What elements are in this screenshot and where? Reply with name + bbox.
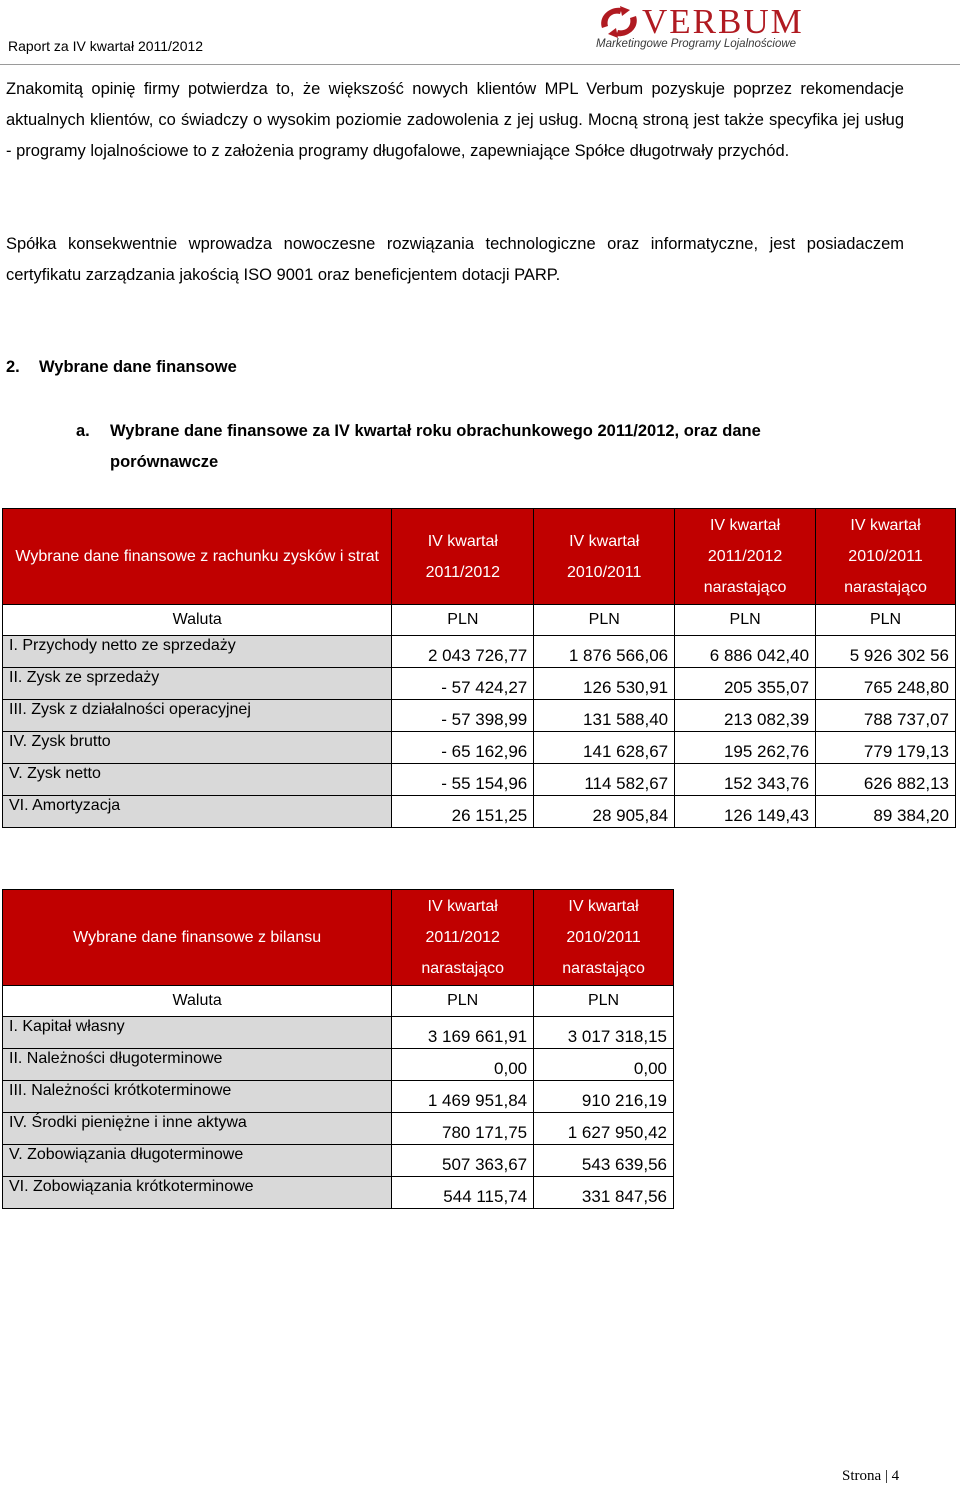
subsection-title: Wybrane dane finansowe za IV kwartał roku obrachunkowego 2011/2012, oraz dane porównawcze — [110, 422, 761, 471]
column-header: IV kwartał 2010/2011 — [534, 509, 675, 605]
table-row — [3, 764, 956, 796]
value-cell: 0,00 — [392, 1049, 534, 1081]
column-header: IV kwartał 2010/2011 narastająco — [534, 890, 674, 986]
table-row — [3, 700, 956, 732]
row-label: V. Zysk netto — [3, 764, 392, 796]
table-row — [3, 1081, 674, 1113]
value-cell: 2 043 726,77 — [392, 636, 534, 668]
row-label: II. Zysk ze sprzedaży — [3, 668, 392, 700]
value-cell: 195 262,76 — [675, 732, 816, 764]
value-cell: 910 216,19 — [534, 1081, 674, 1113]
currency-cell: PLN — [675, 605, 816, 636]
row-label: V. Zobowiązania długoterminowe — [3, 1145, 392, 1177]
table-header-label: Wybrane dane finansowe z bilansu — [3, 890, 392, 986]
intro-paragraph-2: Spółka konsekwentnie wprowadza nowoczesne rozwiązania technologiczne oraz informatyczne, jest posiadaczem certyfikatu zarządzania jakością ISO 9001 oraz beneficjentem dotacji PARP. — [6, 235, 904, 284]
value-cell: 626 882,13 — [816, 764, 956, 796]
row-label: VI. Zobowiązania krótkoterminowe — [3, 1177, 392, 1209]
page-header — [0, 0, 960, 66]
table-row — [3, 1017, 674, 1049]
table-row — [3, 732, 956, 764]
value-cell: - 57 398,99 — [392, 700, 534, 732]
logo-wordmark: VERBUM — [642, 2, 804, 41]
value-cell: 0,00 — [534, 1049, 674, 1081]
value-cell: 779 179,13 — [816, 732, 956, 764]
table-row — [3, 1113, 674, 1145]
row-label: IV. Środki pieniężne i inne aktywa — [3, 1113, 392, 1145]
table-row — [3, 668, 956, 700]
value-cell: 3 169 661,91 — [392, 1017, 534, 1049]
page-number: Strona | 4 — [842, 1468, 900, 1484]
table-row — [3, 1049, 674, 1081]
value-cell: 114 582,67 — [534, 764, 675, 796]
value-cell: 89 384,20 — [816, 796, 956, 828]
value-cell: 544 115,74 — [392, 1177, 534, 1209]
column-header: IV kwartał 2010/2011 narastająco — [816, 509, 956, 605]
table-row — [3, 636, 956, 668]
table-header-row — [3, 509, 956, 605]
subsection-heading — [76, 416, 836, 478]
report-title: Raport za IV kwartał 2011/2012 — [8, 38, 204, 54]
subsection-letter: a. — [76, 422, 90, 440]
value-cell: - 65 162,96 — [392, 732, 534, 764]
value-cell: 1 469 951,84 — [392, 1081, 534, 1113]
value-cell: 1 627 950,42 — [534, 1113, 674, 1145]
table-row — [3, 1145, 674, 1177]
value-cell: 5 926 302 56 — [816, 636, 956, 668]
logo-tagline: Marketingowe Programy Lojalnościowe — [596, 38, 797, 50]
header-divider — [0, 64, 960, 65]
verbum-logo — [596, 2, 826, 58]
section-number: 2. — [6, 358, 20, 376]
row-label: VI. Amortyzacja — [3, 796, 392, 828]
value-cell: 780 171,75 — [392, 1113, 534, 1145]
value-cell: 765 248,80 — [816, 668, 956, 700]
currency-label: Waluta — [3, 986, 392, 1017]
value-cell: 126 530,91 — [534, 668, 675, 700]
value-cell: 331 847,56 — [534, 1177, 674, 1209]
row-label: III. Należności krótkoterminowe — [3, 1081, 392, 1113]
intro-paragraph-1: Znakomitą opinię firmy potwierdza to, że większość nowych klientów MPL Verbum pozyskuje poprzez rekomendacje aktualnych klientów, co świadczy o wysokim poziomie zadowolenia z jej usług. Mocną stroną jest także specyfika jej usług - programy lojalnościowe to z założenia programy długofalowe, zapewniające Spółce długotrwały przychód. — [6, 80, 904, 160]
value-cell: 126 149,43 — [675, 796, 816, 828]
row-label: II. Należności długoterminowe — [3, 1049, 392, 1081]
table-header-row — [3, 890, 674, 986]
verbum-swirl-icon — [596, 2, 642, 42]
currency-label: Waluta — [3, 605, 392, 636]
currency-row — [3, 986, 674, 1017]
value-cell: 141 628,67 — [534, 732, 675, 764]
column-header: IV kwartał 2011/2012 narastająco — [392, 890, 534, 986]
value-cell: 152 343,76 — [675, 764, 816, 796]
table-row — [3, 796, 956, 828]
currency-cell: PLN — [534, 605, 675, 636]
column-header: IV kwartał 2011/2012 narastająco — [675, 509, 816, 605]
value-cell: 205 355,07 — [675, 668, 816, 700]
row-label: III. Zysk z działalności operacyjnej — [3, 700, 392, 732]
currency-cell: PLN — [392, 605, 534, 636]
column-header: IV kwartał 2011/2012 — [392, 509, 534, 605]
currency-cell: PLN — [392, 986, 534, 1017]
value-cell: 3 017 318,15 — [534, 1017, 674, 1049]
value-cell: 788 737,07 — [816, 700, 956, 732]
table-header-label: Wybrane dane finansowe z rachunku zysków i strat — [3, 509, 392, 605]
currency-row — [3, 605, 956, 636]
currency-cell: PLN — [534, 986, 674, 1017]
value-cell: - 57 424,27 — [392, 668, 534, 700]
value-cell: 213 082,39 — [675, 700, 816, 732]
section-heading — [6, 358, 237, 377]
value-cell: 26 151,25 — [392, 796, 534, 828]
section-title: Wybrane dane finansowe — [39, 358, 237, 376]
currency-cell: PLN — [816, 605, 956, 636]
value-cell: 28 905,84 — [534, 796, 675, 828]
table-row — [3, 1177, 674, 1209]
value-cell: 6 886 042,40 — [675, 636, 816, 668]
row-label: I. Przychody netto ze sprzedaży — [3, 636, 392, 668]
row-label: IV. Zysk brutto — [3, 732, 392, 764]
balance-sheet-table — [2, 889, 674, 1209]
value-cell: 543 639,56 — [534, 1145, 674, 1177]
value-cell: - 55 154,96 — [392, 764, 534, 796]
row-label: I. Kapitał własny — [3, 1017, 392, 1049]
value-cell: 131 588,40 — [534, 700, 675, 732]
value-cell: 1 876 566,06 — [534, 636, 675, 668]
value-cell: 507 363,67 — [392, 1145, 534, 1177]
income-statement-table — [2, 508, 956, 828]
